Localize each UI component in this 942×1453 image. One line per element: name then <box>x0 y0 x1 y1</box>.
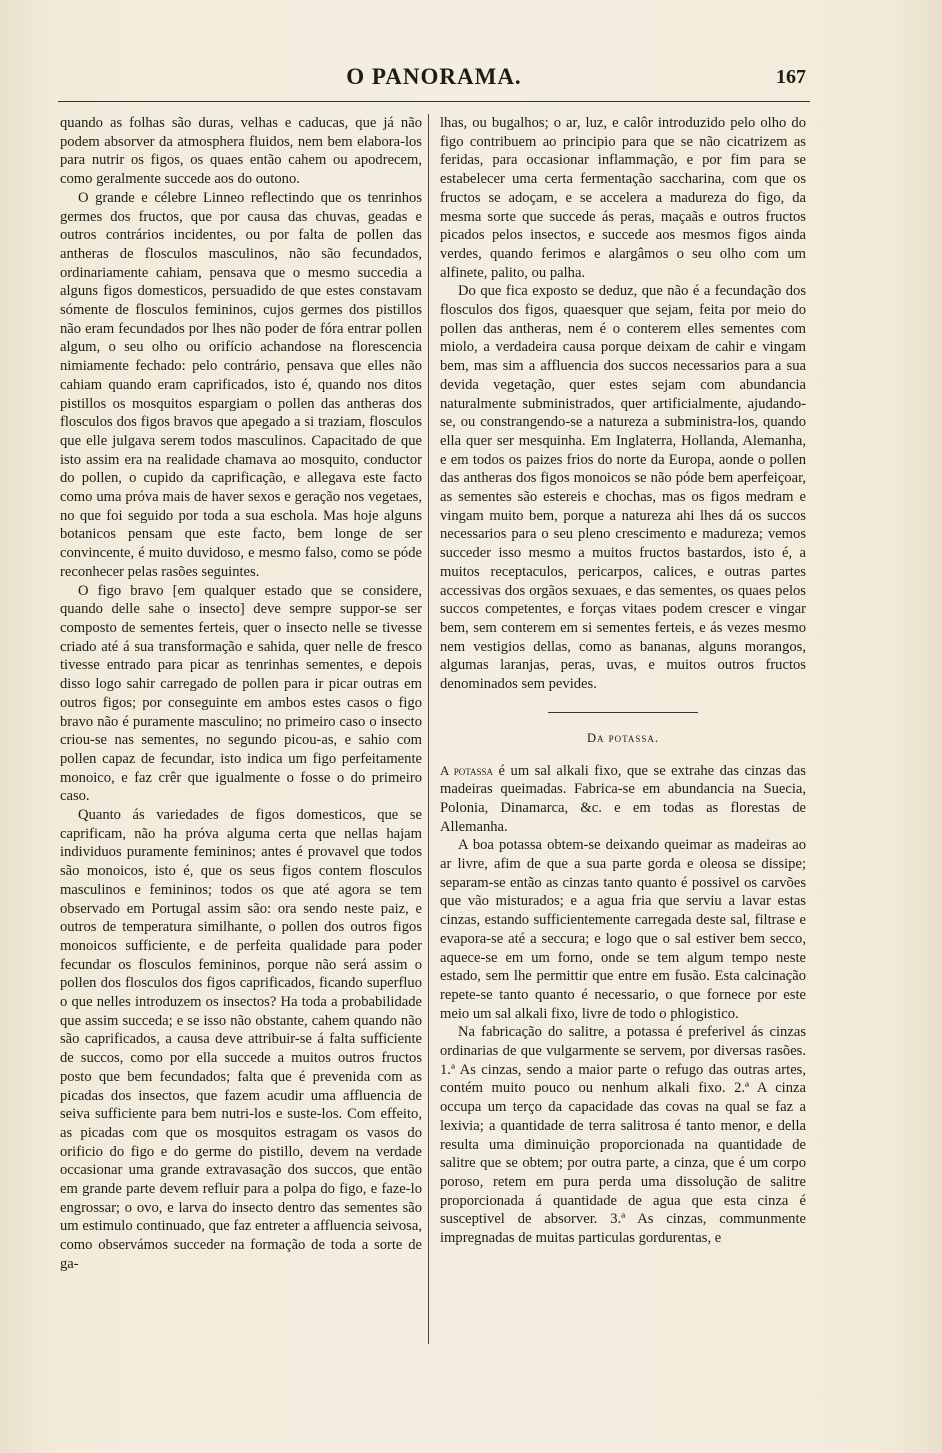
paragraph: O figo bravo [em qualquer estado que se considere, quando delle sahe o insecto] deve sempre suppor-se ser composto de sementes ferteis, quer o insecto nelle se tivesse criado até á sua transformação e sahida, quer nelle de fresco tivesse entrado para picar as tenrinhas sementes, e depois disso logo sahir carregado de pollen para ir picar outras em outros figos; por conseguinte em ambos estes casos o figo bravo não é puramente masculino; no primeiro caso o insecto criou-se nas sementes, no segundo picou-as, e sahio com pollen capaz de fecundar, isto indica um figo perfeitamente monoico, e faz crêr que igualmente o fosse o do primeiro caso. <box>60 582 422 805</box>
page-title: O PANORAMA. <box>346 64 522 89</box>
paragraph: lhas, ou bugalhos; o ar, luz, e calôr introduzido pelo olho do figo contribuem ao principio para que se não cicatrizem as feridas, para occasionar inflammação, e por fim para se estabelecer uma certa fermentação saccharina, com que os fructos se adoçam, e se accelera a madureza do figo, da mesma sorte que succede ás peras, maçaãs e outros fructos picados pelos insectos, e succede aos mesmos figos ainda verdes, quando ferimos e alargâmos o seu olho com um alfinete, palito, ou palha. <box>440 115 806 281</box>
section-rule <box>548 712 698 713</box>
page-number: 167 <box>776 66 806 88</box>
paragraph: A boa potassa obtem-se deixando queimar as madeiras ao ar livre, afim de que a sua parte gorda e oleosa se dissipe; separam-se então as cinzas tanto quanto é possivel os carvões que vão misturados; e a agua fria que serviu a lavar estas cinzas, estando sufficientemente carregada deste sal, filtrase e evapora-se até a seccura; e logo que o sal estiver bem secco, aquece-se em um forno, onde se tem algum tempo neste estado, sem lhe permittir que entre em fusão. Esta calcinação repete-se tanto quanto é necessario, o que fornece por este meio um sal alkali fixo, livre de todo o phlogistico. <box>440 837 806 1022</box>
paragraph: Quanto ás variedades de figos domesticos, que se caprificam, não ha próva alguma certa que nellas hajam individuos puramente femininos; antes é provavel que todos são monoicos, isto é, que os seus figos contem flosculos masculinos e femininos; todos os que até agora se tem observado em Portugal assim são: ora sendo neste paiz, e outros de temperatura similhante, o pollen dos outros figos monoicos sufficiente, e de perfeita qualidade para poder fecundar os flosculos femininos, porque não será assim o pollen dos flosculos dos figos caprificados, ficando superfluo o que nelles introduzem os insectos? Ha toda a probabilidade que assim succeda; e se isso não obstante, cahem quando não são caprificados, a causa deve attribuir-se á falta sufficiente de succos, como por ella succede a muitos outros fructos posto que bem fecundados; falta que é prevenida com as picadas dos insectos, que fazem acudir uma affluencia de seiva sufficiente para bem nutri-los e suste-los. Com effeito, as picadas com que os mosquitos estragam os vasos do orificio do figo e do germe do pistillo, devem na verdade occasionar uma grande extravasação dos succos, que então em grande parte devem refluir para a polpa do figo, e faze-lo engrossar; o ovo, e larva do insecto dentro das sementes são um estimulo continuado, que faz entreter a affluencia seivosa, como observámos succeder na formação de toda a sorte de ga- <box>60 807 422 1272</box>
paragraph: Na fabricação do salitre, a potassa é preferivel ás cinzas ordinarias de que vulgarmente se servem, por diversas rasões. 1.ª As cinzas, sendo a maior parte o refugo das outras artes, contém muito pouco ou nenhum alkali fixo. 2.ª A cinza occupa um terço da capacidade das covas na qual se faz a lexivia; a quantidade de terra salitrosa é tanto menor, e della resulta uma diminuição proporcionada na quantidade de salitre que se obtem; por outra parte, a cinza, que é um corpo poroso, retem em pura perda uma dissolução de salitre proporcionada á quantidade de agua que esta cinza é susceptivel de absorver. 3.ª As cinzas, communmente impregnadas de muitas particulas gordurentas, e <box>440 1024 806 1247</box>
lead-text: é um sal alkali fixo, que se extrahe das cinzas das madeiras queimadas. Fabrica-se em abundancia na Suecia, Polonia, Dinamarca, &c. e em todas as florestas de Allemanha. <box>440 762 806 835</box>
right-column <box>440 114 806 1248</box>
paragraph: quando as folhas são duras, velhas e caducas, que já não podem absorver da atmosphera fluidos, nem bem elabora-los para nutrir os figos, os quaes então cahem ou apodrecem, como geralmente succede aos do outono. <box>60 115 422 188</box>
paragraph: O grande e célebre Linneo reflectindo que os tenrinhos germes dos fructos, que por causa das chuvas, geadas e outros contrários incidentes, ou por falta de pollen das antheras de flosculos masculinos, não são fecundados, ordinariamente cahiam, pensava que o mesmo succedia a alguns figos domesticos, persuadido de que estes constavam sómente de flosculos femininos, cujos germes dos pistillos não eram fecundados por lhes não poder de fóra entrar pollen algum, o seu olho ou orifício achandose na florescencia nimiamente fechado: pelo contrário, pensava que elles não cahiam quando eram caprificados, isto é, quando nos ditos pistillos os mosquitos espargiam o pollen das antheras dos flosculos dos figos bravos que apegado a si traziam, flosculos que elle julgava serem todos masculinos. Capacitado de que isto assim era na realidade chamava ao mosquito, conductor do pollen, o cupido da caprificação, e allegava este facto como uma próva mais de haver sexos e geração nos vegetaes, no que foi seguido por toda a sua eschola. Mas hoje alguns botanicos pensam que este facto, bem longe de ser convincente, é muito duvidoso, e mesmo falso, como se póde reconhecer pelas rasões seguintes. <box>60 189 422 580</box>
lead-word: A potassa <box>440 762 494 778</box>
left-column <box>60 114 422 1274</box>
column-divider <box>428 114 429 1344</box>
paragraph: Do que fica exposto se deduz, que não é a fecundação dos flosculos dos figos, quaesquer que sejam, feita por meio do pollen das antheras, nem é o conterem elles sementes com miolo, a verdadeira causa porque deixam de cahir e vingam bem, mas sim a affluencia dos succos necessarios para a sua devida vegetação, quer estes sejam com abundancia naturalmente subministrados, quer artificialmente, ajudando-se, ou constrangendo-se a natureza a subministra-los, quando ella quer ser mesquinha. Em Inglaterra, Hollanda, Alemanha, e em todos os paizes frios do norte da Europa, aonde o pollen das antheras dos figos monoicos se não póde bem aperfeiçoar, as sementes são estereis e chochas, mas os figos medram e vingam muito bem, porque a natureza ahi lhes dá os succos necessarios para o seu pleno crescimento e madureza; vemos succeder isso mesmo a muitos fructos bastardos, isto é, a muitos receptaculos, pericarpos, calices, e outras partes accessivas dos orgãos sexuaes, e das sementes, os quaes pelos succos competentes, e forças vitaes podem crescer e vingar bem, sem conterem em si sementes ferteis, e ás vezes mesmo nem vestigios dellas, como as bananas, alguns morangos, algumas laranjas, peras, uvas, e muitos outros fructos denominados sem pevides. <box>440 283 806 693</box>
header-rule <box>58 101 810 102</box>
lead-paragraph <box>440 762 806 837</box>
section-title: Da potassa. <box>586 730 660 745</box>
running-head <box>58 62 810 98</box>
